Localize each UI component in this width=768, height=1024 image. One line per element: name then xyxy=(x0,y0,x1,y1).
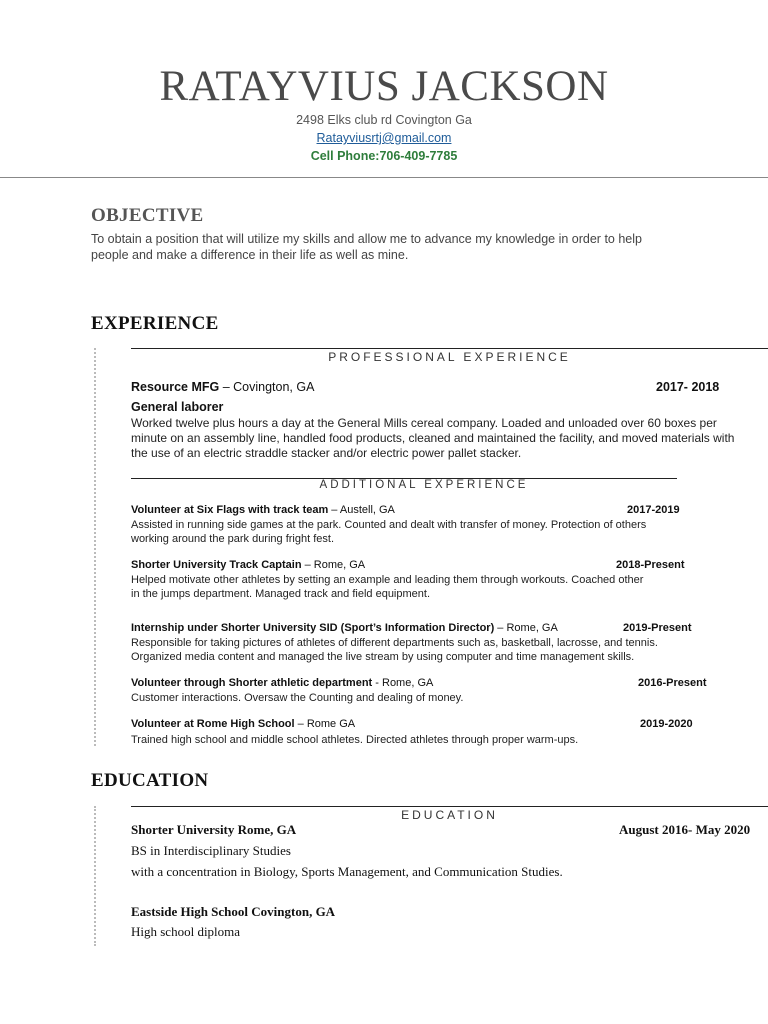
additional-item-1-desc: Assisted in running side games at the park. Counted and dealt with transfer of money. Protection of others working around the park during fright fest. xyxy=(131,519,647,545)
additional-item-3-desc: Responsible for taking pictures of athletes of different departments such as, basketball, lacrosse, and tennis. Organized media content and managed the live stream by using computer and time management skills. xyxy=(131,637,658,663)
professional-divider xyxy=(131,348,768,349)
objective-line-2: people and make a difference in their life as well as mine. xyxy=(91,248,409,262)
experience-heading: EXPERIENCE xyxy=(91,313,219,334)
job1-role: General laborer xyxy=(131,400,224,414)
resume-name: RATAYVIUS JACKSON xyxy=(159,63,609,110)
job1-description xyxy=(131,416,768,461)
additional-item-3-dates: 2019-Present xyxy=(623,622,692,634)
school1-dates: August 2016- May 2020 xyxy=(619,822,751,837)
job1-desc-line: Worked twelve plus hours a day at the General Mills cereal company. Loaded and unloaded over 60 boxes per xyxy=(131,416,717,430)
additional-item-5-header: Volunteer at Rome High School – Rome GA xyxy=(131,718,356,730)
job1-desc-line: minute on an assembly line, handled food products, cleaned and maintained the facility, and moved materials with xyxy=(131,431,735,445)
email-link[interactable]: Ratayviusrtj@gmail.com xyxy=(316,131,452,145)
additional-item-1-header: Volunteer at Six Flags with track team – Austell, GA xyxy=(131,504,395,516)
address: 2498 Elks club rd Covington Ga xyxy=(296,113,472,127)
additional-item-1-dates: 2017-2019 xyxy=(627,504,680,516)
additional-item-4-desc: Customer interactions. Oversaw the Counting and dealing of money. xyxy=(131,692,464,704)
job1-company: Resource MFG xyxy=(131,380,220,394)
school2-degree: High school diploma xyxy=(131,924,241,939)
job1-desc-line: the use of an electric straddle stacker and/or electric power pallet stacker. xyxy=(131,446,522,460)
school1-degree: BS in Interdisciplinary Studies xyxy=(131,843,291,858)
objective-heading: OBJECTIVE xyxy=(91,205,204,226)
education-heading: EDUCATION xyxy=(91,770,209,791)
email-line xyxy=(0,131,768,145)
additional-experience-title: ADDITIONAL EXPERIENCE xyxy=(319,479,529,491)
additional-item-4-dates: 2016-Present xyxy=(638,677,707,689)
objective-text xyxy=(91,231,691,263)
job1-header xyxy=(131,380,314,394)
additional-item-4-header: Volunteer through Shorter athletic department - Rome, GA xyxy=(131,677,434,689)
education-dotted-border xyxy=(94,806,96,946)
additional-item-2-desc: Helped motivate other athletes by setting an example and leading them through workouts. Coached other in the jumps department. Managed track and field equipment. xyxy=(131,574,644,600)
header-divider xyxy=(0,177,768,178)
education-section-title: EDUCATION xyxy=(401,808,498,822)
job1-dates: 2017- 2018 xyxy=(656,380,720,394)
additional-item-5-desc: Trained high school and middle school athletes. Directed athletes through proper warm-ups. xyxy=(131,734,579,746)
additional-item-3-header: Internship under Shorter University SID (Sport’s Information Director) – Rome, GA xyxy=(131,622,558,634)
school2-name: Eastside High School Covington, GA xyxy=(131,904,336,919)
professional-experience-title: PROFESSIONAL EXPERIENCE xyxy=(328,350,571,364)
objective-line-1: To obtain a position that will utilize my skills and allow me to advance my knowledge in order to help xyxy=(91,232,642,246)
job1-location: – Covington, GA xyxy=(219,380,315,394)
school1-detail: with a concentration in Biology, Sports Management, and Communication Studies. xyxy=(131,864,563,879)
experience-dotted-border xyxy=(94,348,96,746)
phone: Cell Phone:706-409-7785 xyxy=(310,149,458,163)
additional-item-2-header: Shorter University Track Captain – Rome, GA xyxy=(131,559,366,571)
education-divider xyxy=(131,806,768,807)
additional-item-5-dates: 2019-2020 xyxy=(640,718,693,730)
additional-item-2-dates: 2018-Present xyxy=(616,559,685,571)
school1-name: Shorter University Rome, GA xyxy=(131,822,297,837)
